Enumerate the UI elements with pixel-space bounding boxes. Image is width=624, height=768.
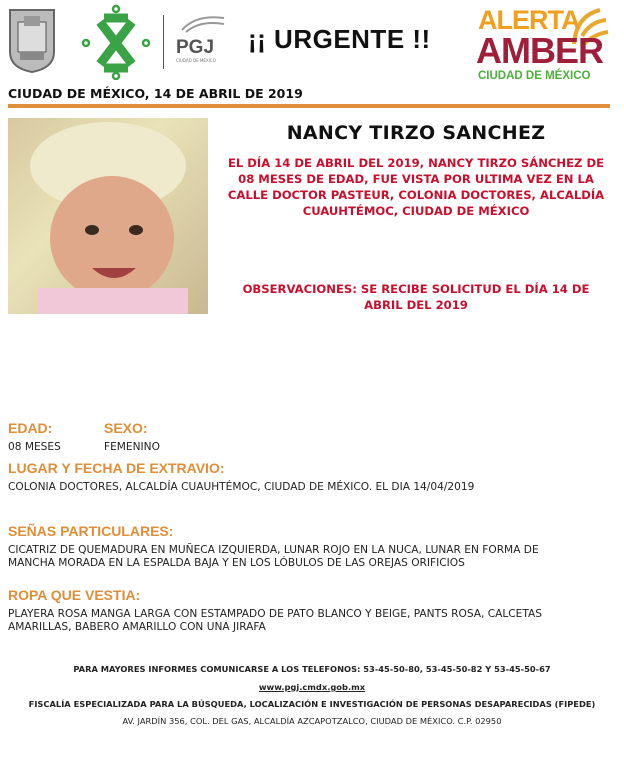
baby-photo-image [8, 118, 208, 314]
contact-phones: PARA MAYORES INFORMES COMUNICARSE A LOS TELEFONOS: 53-45-50-80, 53-45-50-82 Y 53-45-50-67 [73, 664, 551, 674]
alerta-amber-line2: AMBER [476, 30, 603, 71]
marks-value: CICATRIZ DE QUEMADURA EN MUÑECA IZQUIERDA, LUNAR ROJO EN LA NUCA, LUNAR EN FORMA DE MANCHA MORADA EN LA ESPALDA BAJA Y EN LOS LÓBULOS DE LAS OREJAS ORIFICIOS [8, 544, 539, 569]
clothes-value: PLAYERA ROSA MANGA LARGA CON ESTAMPADO DE PATO BLANCO Y BEIGE, PANTS ROSA, CALCETAS AMARILLAS, BABERO AMARILLO CON UNA JIRAFA [8, 608, 542, 633]
alerta-amber-line3: CIUDAD DE MÉXICO [478, 70, 591, 82]
age-value: 08 MESES [8, 441, 61, 453]
clothes-label: ROPA QUE VESTIA: [8, 587, 141, 603]
age-label: EDAD: [8, 420, 53, 436]
sex-value: FEMENINO [104, 441, 160, 453]
person-name: NANCY TIRZO SANCHEZ [286, 122, 546, 144]
website-link[interactable]: www.pgj.cmdx.gob.mx [258, 682, 366, 692]
place-value: COLONIA DOCTORES, ALCALDÍA CUAUHTÉMOC, CIUDAD DE MÉXICO. EL DIA 14/04/2019 [8, 481, 475, 493]
coat-of-arms-logo [8, 8, 56, 74]
observations: OBSERVACIONES: SE RECIBE SOLICITUD EL DÍA 14 DE ABRIL DEL 2019 [242, 282, 590, 312]
agency-address: AV. JARDÍN 356, COL. DEL GAS, ALCALDÍA AZCAPOTZALCO, CIUDAD DE MÉXICO. C.P. 02950 [122, 716, 502, 726]
logo-divider [163, 15, 164, 69]
cdmx-logo [80, 4, 152, 80]
sex-label: SEXO: [104, 420, 148, 436]
pgj-logo: PGJ CIUDAD DE MÉXICO [176, 12, 230, 72]
marks-label: SEÑAS PARTICULARES: [8, 523, 174, 539]
missing-person-photo [8, 118, 208, 314]
urgent-title: ¡¡ URGENTE !! [248, 24, 431, 54]
disappearance-description: EL DÍA 14 DE ABRIL DEL 2019, NANCY TIRZO SÁNCHEZ DE 08 MESES DE EDAD, FUE VISTA POR ULTIMA VEZ EN LA CALLE DOCTOR PASTEUR, COLONIA DOCTORES, ALCALDÍA CUAUHTÉMOC, CIUDAD DE MÉXICO [227, 156, 605, 218]
header-divider [8, 104, 610, 108]
place-label: LUGAR Y FECHA DE EXTRAVIO: [8, 460, 225, 476]
pgj-swoosh-icon [176, 12, 230, 34]
agency-name: FISCALÍA ESPECIALIZADA PARA LA BÚSQUEDA, LOCALIZACIÓN E INVESTIGACIÓN DE PERSONAS DESAPARECIDAS (FIPEDE) [28, 699, 596, 709]
alerta-amber-line1: ALERTA [478, 5, 580, 35]
date-line: CIUDAD DE MÉXICO, 14 DE ABRIL DE 2019 [8, 86, 303, 101]
